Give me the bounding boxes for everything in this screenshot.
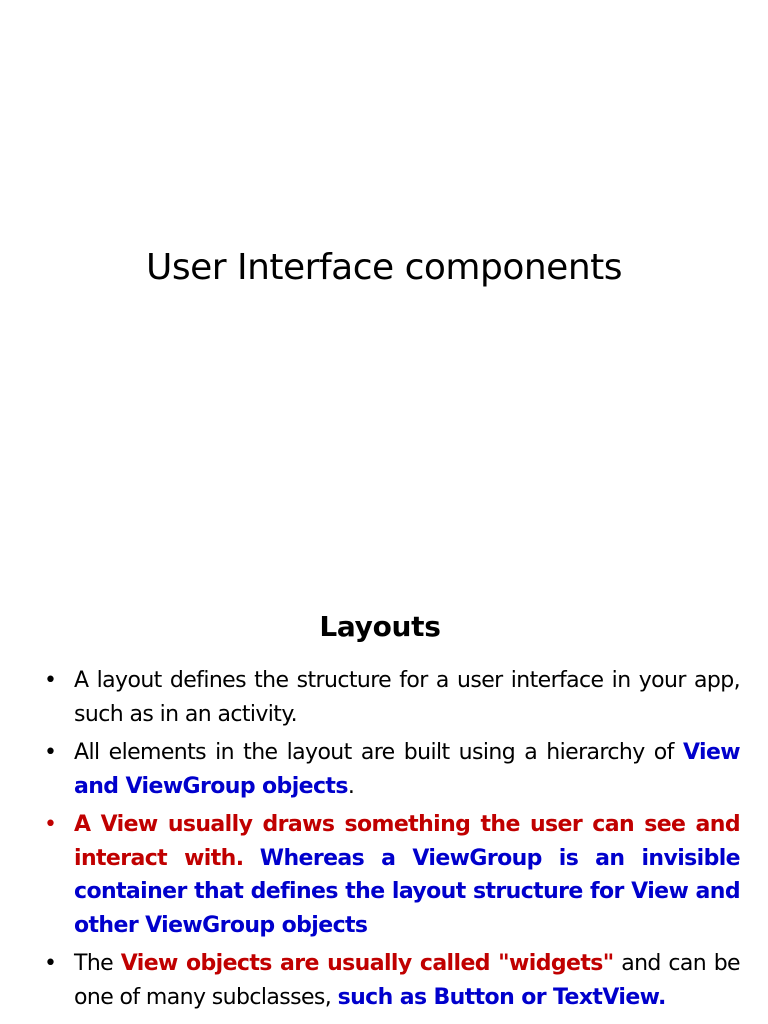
bullet-dot-icon: • [44,951,57,976]
bullet-dot-icon: • [44,668,57,693]
bullet-item [44,736,740,803]
bullet-text-mid: and can be one of many subclasses, [74,951,740,1010]
bullet-emphasis-red: View objects are usually called "widgets" [120,951,614,976]
bullet-emphasis-red: A View usually draws something the user can see and interact with. [74,812,740,871]
bullet-emphasis-blue: View and ViewGroup objects [74,740,740,799]
bullet-dot-icon: • [44,740,57,765]
bullet-list [44,664,740,1019]
bullet-emphasis-blue: Whereas a ViewGroup is an invisible container that defines the layout structure for View and other ViewGroup objects [74,845,740,938]
bullet-item [44,808,740,942]
bullet-emphasis-blue: such as Button or TextView. [337,984,666,1010]
bullet-item [44,664,740,731]
bullet-text: The [74,951,121,976]
bullet-text-tail: . [347,773,355,799]
bullet-text: A layout defines the structure for a user interface in your app, such as in an activity. [74,668,740,727]
section-heading: Layouts [319,610,441,643]
bullet-dot-icon: • [44,812,57,837]
bullet-item [44,947,740,1014]
slide-title: User Interface components [145,247,623,289]
bullet-text: All elements in the layout are built using a hierarchy of [74,740,683,765]
